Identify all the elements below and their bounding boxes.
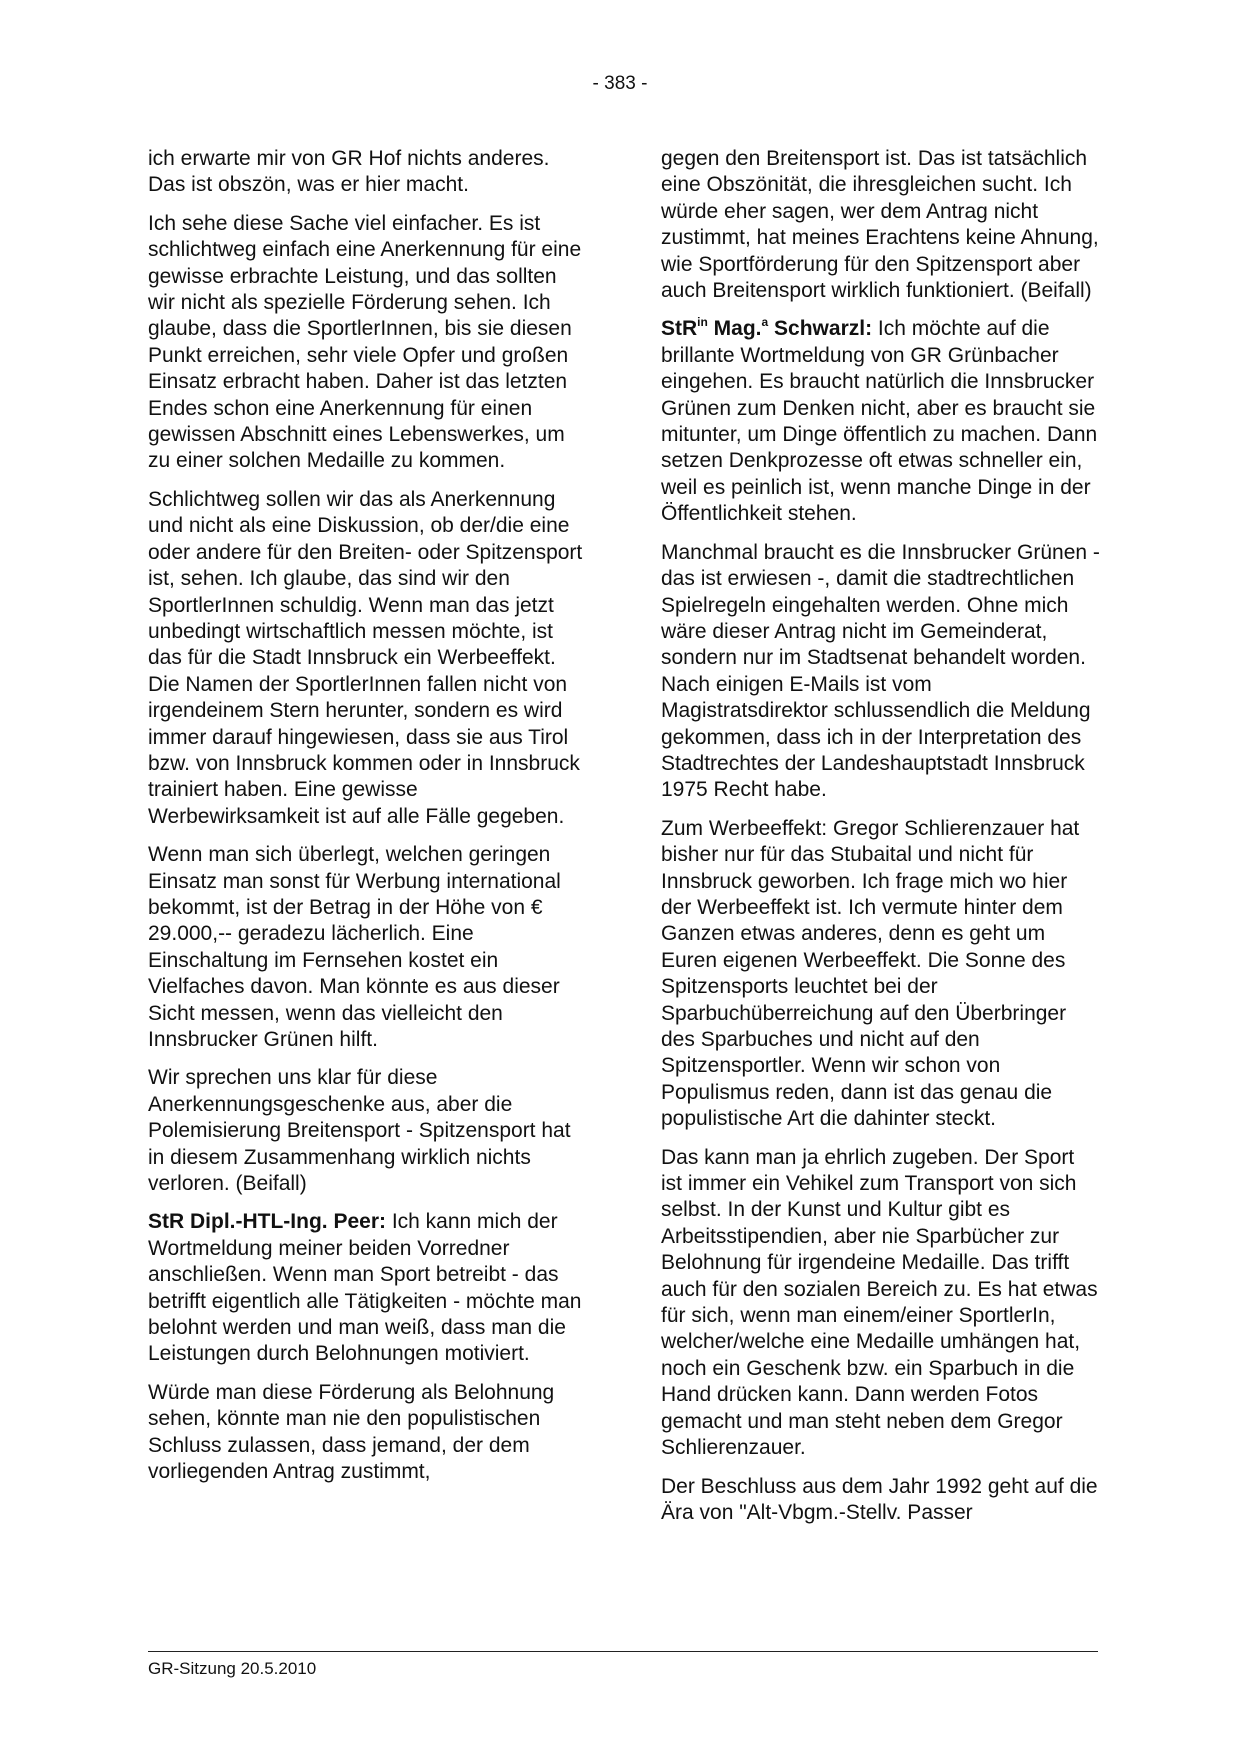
page-number: - 383 - (592, 73, 648, 94)
speaker-title: StR (661, 317, 698, 341)
speaker-degree: Mag. (707, 317, 762, 341)
footer-session: GR-Sitzung 20.5.2010 (148, 1659, 317, 1678)
paragraph: ich erwarte mir von GR Hof nichts anderes. Das ist obszön, was er hier macht. (148, 147, 550, 197)
paragraph: Wenn man sich überlegt, welchen geringen Einsatz man sonst für Werbung international bekommt, ist der Betrag in der Höhe von € 29.000,-- geradezu lächerlich. Eine Einschaltung im Fernsehen kostet ein Vielfaches davon. Man könnte es aus dieser Sicht messen, wenn das vielleicht den Innsbrucker Grünen hilft. (148, 843, 561, 1051)
paragraph: Das kann man ja ehrlich zugeben. Der Sport ist immer ein Vehikel zum Transport von sich selbst. In der Kunst und Kultur gibt es Arbeitsstipendien, aber nie Sparbücher zur Belohnung für irgendeine Medaille. Das trifft auch für den sozialen Bereich zu. Es hat etwas für sich, wenn man einem/einer SportlerIn, welcher/welche eine Medaille umhängen hat, noch ein Geschenk bzw. ein Sparbuch in die Hand drücken kann. Dann werden Fotos gemacht und man steht neben dem Gregor Schlierenzauer. (661, 1145, 1098, 1460)
paragraph: Der Beschluss aus dem Jahr 1992 geht auf die Ära von "Alt-Vbgm.-Stellv. Passer (661, 1474, 1098, 1524)
speech-paragraph-schwarzl (661, 316, 1101, 527)
speaker-title-superscript: in (697, 315, 708, 330)
right-column (661, 146, 1101, 1538)
footer-divider (148, 1651, 1098, 1652)
paragraph: Ich sehe diese Sache viel einfacher. Es ist schlichtweg einfach eine Anerkennung für eine gewisse erbrachte Leistung, und das sollten wir nicht als spezielle Förderung sehen. Ich glaube, dass die SportlerInnen, bis sie diesen Punkt erreichen, sehr viele Opfer und großen Einsatz erbracht haben. Daher ist das letzten Endes schon eine Anerkennung für einen gewissen Abschnitt eines Lebenswerkes, um zu einer solchen Medaille zu kommen. (148, 211, 582, 473)
paragraph: Schlichtweg sollen wir das als Anerkennung und nicht als eine Diskussion, ob der/die eine oder andere für den Breiten- oder Spitzensport ist, sehen. Ich glaube, das sind wir den SportlerInnen schuldig. Wenn man das jetzt unbedingt wirtschaftlich messen möchte, ist das für die Stadt Innsbruck ein Werbeeffekt. Die Namen der SportlerInnen fallen nicht von irgendeinem Stern herunter, sondern es wird immer darauf hingewiesen, dass sie aus Tirol bzw. von Innsbruck kommen oder in Innsbruck trainiert haben. Eine gewisse Werbewirksamkeit ist auf alle Fälle gegeben. (148, 487, 583, 828)
paragraph: gegen den Breitensport ist. Das ist tatsächlich eine Obszönität, die ihresgleichen sucht. Ich würde eher sagen, wer dem Antrag nicht zustimmt, hat meines Erachtens keine Ahnung, wie Sportförderung für den Spitzensport aber auch Breitensport wirklich funktioniert. (Beifall) (661, 147, 1099, 303)
paragraph: Würde man diese Förderung als Belohnung sehen, könnte man nie den populistischen Schluss zulassen, dass jemand, der dem vorliegenden Antrag zustimmt, (148, 1380, 555, 1484)
paragraph: Wir sprechen uns klar für diese Anerkennungsgeschenke aus, aber die Polemisierung Breitensport - Spitzensport hat in diesem Zusammenhang wirklich nichts verloren. (Beifall) (148, 1066, 571, 1196)
paragraph: Zum Werbeeffekt: Gregor Schlierenzauer hat bisher nur für das Stubaital und nicht für Innsbruck geworben. Ich frage mich wo hier der Werbeeffekt ist. Ich vermute hinter dem Ganzen etwas anderes, denn es geht um Euren eigenen Werbeeffekt. Die Sonne des Spitzensports leuchtet bei der Sparbuchüberreichung auf den Überbringer des Sparbuches und nicht auf den Spitzensportler. Wenn wir schon von Populismus reden, dann ist das genau die populistische Art die dahinter steckt. (661, 816, 1080, 1131)
speech-text: Ich kann mich der Wortmeldung meiner beiden Vorredner anschließen. Wenn man Sport betreibt - das betrifft eigentlich alle Tätigkeiten - möchte man belohnt werden und man weiß, dass man die Leistungen durch Belohnungen motiviert. (148, 1210, 582, 1366)
speaker-surname: Schwarzl: (768, 317, 873, 341)
speaker-name (661, 317, 872, 340)
paragraph: Manchmal braucht es die Innsbrucker Grünen - das ist erwiesen -, damit die stadtrechtlichen Spielregeln eingehalten werden. Ohne mich wäre dieser Antrag nicht im Gemeinderat, sondern nur im Stadtsenat behandelt worden. Nach einigen E-Mails ist vom Magistratsdirektor schlussendlich die Meldung gekommen, dass ich in der Interpretation des Stadtrechtes der Landeshauptstadt Innsbruck 1975 Recht habe. (661, 540, 1100, 802)
speaker-name: StR Dipl.-HTL-Ing. Peer: (148, 1210, 386, 1234)
left-column (148, 146, 588, 1498)
speech-text: Ich möchte auf die brillante Wortmeldung von GR Grünbacher eingehen. Es braucht natürlich die Innsbrucker Grünen zum Denken nicht, aber es braucht sie mitunter, um Dinge öffentlich zu machen. Dann setzen Denkprozesse oft etwas schneller ein, weil es peinlich ist, wenn manche Dinge in der Öffentlichkeit stehen. (661, 317, 1098, 526)
speech-paragraph-peer (148, 1209, 588, 1367)
speaker-degree-superscript: a (761, 315, 769, 330)
